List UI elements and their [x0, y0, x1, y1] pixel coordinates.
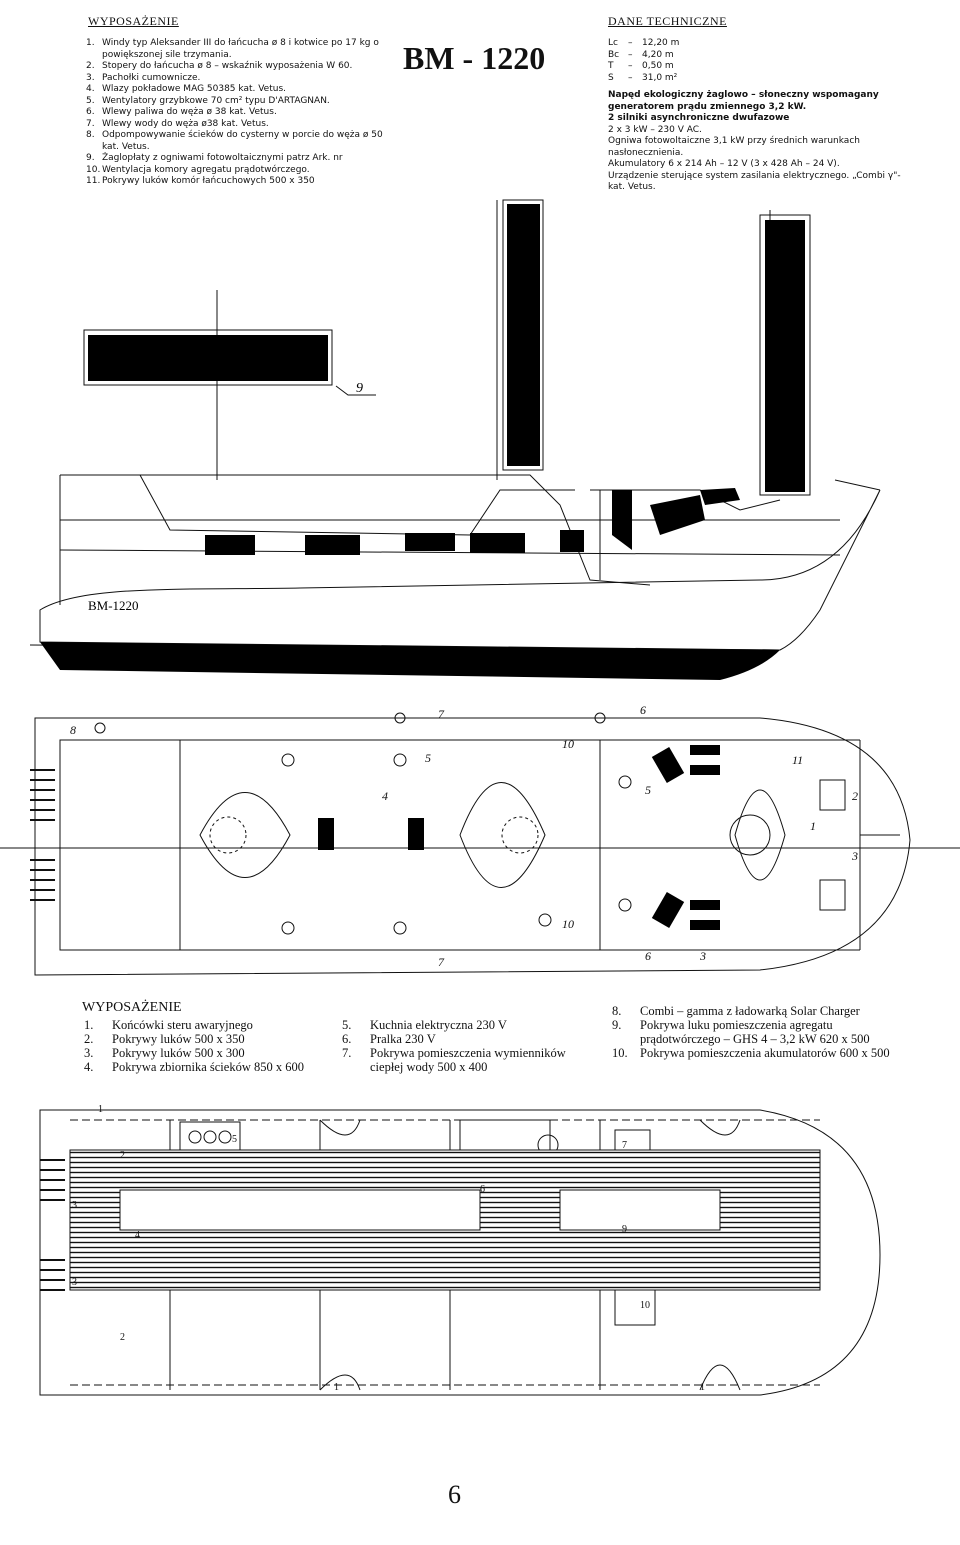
legend-item — [342, 1018, 602, 1032]
plan-callout: 10 — [640, 1300, 650, 1311]
tech-control: Urządzenie sterujące system zasilania elektrycznego. „Combi γ"- kat. Vetus. — [608, 170, 901, 192]
equipment-item-number: 5. — [86, 95, 95, 106]
equipment-list-top — [86, 38, 386, 188]
equipment-item-number: 7. — [86, 118, 95, 129]
sail-panel-right — [765, 220, 805, 492]
callout-9: 9 — [356, 381, 363, 396]
deck-callout: 1 — [810, 819, 816, 833]
page-number: 6 — [448, 1480, 461, 1509]
legend-item — [84, 1046, 334, 1060]
side-window — [560, 530, 584, 552]
equipment-item — [86, 73, 386, 85]
legend-item — [84, 1060, 334, 1074]
equipment-item — [86, 153, 386, 165]
equipment-list-col1 — [84, 1018, 334, 1074]
legend-item — [612, 1018, 902, 1046]
tech-key: Lc — [608, 38, 618, 48]
hatch-dome — [735, 790, 785, 880]
side-window — [612, 490, 632, 550]
side-window — [305, 535, 360, 555]
tech-battery: Akumulatory 6 x 214 Ah – 12 V (3 x 428 Ah – 24 V). — [608, 159, 840, 169]
legend-item-text: Pokrywy luków 500 x 300 — [112, 1046, 245, 1060]
deck-callout: 3 — [852, 849, 858, 863]
equipment-item-text: Wlazy pokładowe MAG 50385 kat. Vetus. — [102, 84, 286, 94]
tech-heading: DANE TECHNICZNE — [608, 14, 727, 28]
legend-item-number: 8. — [612, 1004, 622, 1018]
legend-item-text: Kuchnia elektryczna 230 V — [370, 1018, 507, 1032]
side-window — [470, 533, 525, 553]
hull-outline — [40, 490, 880, 650]
legend-item-number: 6. — [342, 1032, 352, 1046]
equipment-item — [86, 119, 386, 131]
equipment-item — [86, 61, 386, 73]
legend-item-text: Combi – gamma z ładowarką Solar Charger — [640, 1004, 860, 1018]
tech-drive: Napęd ekologiczny żaglowo – słoneczny wspomagany generatorem prądu zmiennego 3,2 kW. — [608, 90, 879, 112]
legend-item-number: 9. — [612, 1018, 622, 1032]
legend-item — [612, 1046, 902, 1060]
page-title: BM - 1220 — [403, 40, 546, 76]
legend-item-text: Pokrywa pomieszczenia wymienników ciepłej wody 500 x 400 — [370, 1046, 566, 1074]
plan-callout: 5 — [232, 1134, 237, 1145]
sail-panel-mid — [507, 204, 540, 466]
equipment-item-number: 8. — [86, 130, 95, 140]
legend-item-text: Końcówki steru awaryjnego — [112, 1018, 253, 1032]
equipment-item-number: 2. — [86, 61, 95, 71]
deck-outline — [35, 718, 910, 975]
equipment-item-text: Stopery do łańcucha ø 8 – wskaźnik wyposażenia W 60. — [102, 61, 353, 71]
legend-item-number: 10. — [612, 1046, 628, 1060]
deck-callout: 8 — [70, 723, 76, 737]
equipment-item-text: Żaglopłaty z ogniwami fotowoltaicznymi patrz Ark. nr — [102, 153, 343, 163]
legend-item-number: 5. — [342, 1018, 352, 1032]
equipment-item-text: Wlewy paliwa do węża ø 38 kat. Vetus. — [102, 107, 277, 117]
deck-callout: 7 — [438, 955, 444, 969]
plan-callout: 1 — [98, 1104, 103, 1115]
deck-callout: 7 — [438, 707, 444, 721]
tech-key: S — [608, 72, 614, 83]
equipment-item — [86, 165, 386, 177]
equipment-item-number: 1. — [86, 38, 95, 48]
legend-item-text: Pokrywy luków 500 x 350 — [112, 1032, 245, 1046]
tech-value: 0,50 m — [642, 61, 674, 71]
tech-dash: – — [628, 61, 633, 71]
equipment-item-text: Pokrywy luków komór łańcuchowych 500 x 350 — [102, 176, 315, 186]
tech-dash: – — [628, 72, 633, 83]
deck-callout: 3 — [700, 949, 706, 963]
equipment-item-text: Wentylatory grzybkowe 70 cm² typu D'ARTAGNAN. — [102, 95, 330, 106]
plan-callout: 3 — [72, 1277, 77, 1288]
legend-item — [84, 1032, 334, 1046]
deck-callout: 6 — [645, 949, 651, 963]
tech-key: T — [608, 61, 614, 71]
legend-item — [612, 1004, 902, 1018]
tech-key: Bc — [608, 49, 620, 60]
legend-item-text: Pokrywa luku pomieszczenia agregatu prądotwórczego – GHS 4 – 3,2 kW 620 x 500 — [640, 1018, 870, 1046]
equipment-item-number: 10. — [86, 164, 101, 175]
plan-callout: 7 — [622, 1140, 627, 1151]
legend-item-text: Pokrywa zbiornika ścieków 850 x 600 — [112, 1060, 304, 1074]
plan-callout: 3 — [72, 1200, 77, 1211]
tech-dash: – — [628, 38, 633, 48]
legend-item-number: 7. — [342, 1046, 352, 1060]
hull-label: BM-1220 — [88, 598, 139, 613]
side-window — [405, 533, 455, 551]
equipment-item-number: 9. — [86, 153, 95, 163]
equipment-item-number: 3. — [86, 72, 95, 83]
side-window — [650, 495, 705, 535]
tech-row — [608, 61, 908, 73]
tech-motors: 2 silniki asynchroniczne dwufazowe — [608, 113, 790, 123]
sail-panel-left — [88, 335, 328, 381]
equipment-item-text: Wlewy wody do węża ø38 kat. Vetus. — [102, 118, 269, 129]
plan-callout: 9 — [622, 1224, 627, 1235]
plan-callout: 4 — [135, 1230, 140, 1241]
hatch-dome — [200, 793, 290, 878]
deck-callout: 2 — [852, 789, 858, 803]
tech-value: 12,20 m — [642, 38, 680, 48]
plan-callout: 6 — [480, 1184, 485, 1195]
equipment-item — [86, 130, 386, 153]
plan-callout: 1 — [700, 1382, 705, 1393]
deck-callout: 6 — [640, 703, 646, 717]
legend-item-text: Pokrywa pomieszczenia akumulatorów 600 x 500 — [640, 1046, 890, 1060]
tech-row — [608, 73, 908, 85]
legend-item — [342, 1032, 602, 1046]
equipment-item-number: 6. — [86, 107, 95, 117]
side-window — [205, 535, 255, 555]
equipment-item-text: Pachołki cumownicze. — [102, 72, 201, 83]
equipment-heading-bottom: WYPOSAŻENIE — [82, 1000, 182, 1015]
equipment-item — [86, 176, 386, 188]
tech-pv: Ogniwa fotowoltaiczne 3,1 kW przy średnich warunkach nasłonecznienia. — [608, 136, 860, 158]
equipment-item-text: Windy typ Aleksander III do łańcucha ø 8 i kotwice po 17 kg o powiększonej sile trzymania. — [102, 38, 379, 60]
tech-row — [608, 38, 908, 50]
equipment-item — [86, 107, 386, 119]
deck-callout: 10 — [562, 737, 574, 751]
hull-bottom — [40, 642, 780, 680]
side-elevation-drawing — [0, 190, 960, 710]
deck-callout: 10 — [562, 917, 574, 931]
deck-hatch — [318, 818, 334, 850]
equipment-item — [86, 84, 386, 96]
interior-plan-drawing — [0, 1090, 960, 1420]
legend-item-number: 1. — [84, 1018, 94, 1032]
equipment-item — [86, 38, 386, 61]
equipment-item — [86, 96, 386, 108]
legend-item — [342, 1046, 602, 1074]
tech-row — [608, 50, 908, 62]
tech-motors-power: 2 x 3 kW – 230 V AC. — [608, 124, 702, 135]
deck-callout: 5 — [425, 751, 431, 765]
legend-item — [84, 1018, 334, 1032]
equipment-item-number: 4. — [86, 84, 95, 94]
equipment-list-col2 — [342, 1018, 602, 1074]
equipment-heading: WYPOSAŻENIE — [88, 14, 179, 28]
tech-data — [608, 38, 908, 194]
equipment-item-text: Odpompowywanie ścieków do cysterny w porcie do węża ø 50 kat. Vetus. — [102, 130, 383, 152]
legend-item-number: 2. — [84, 1032, 94, 1046]
plan-callout: 2 — [120, 1332, 125, 1343]
equipment-item-number: 11. — [86, 176, 101, 186]
tech-value: 31,0 m² — [642, 72, 678, 83]
equipment-item-text: Wentylacja komory agregatu prądotwórczego. — [102, 164, 310, 175]
deck-callout: 11 — [792, 753, 804, 767]
deck-callout: 5 — [645, 783, 651, 797]
deck-plan-drawing — [0, 700, 960, 990]
tech-dash: – — [628, 49, 633, 60]
equipment-list-col3 — [612, 1004, 902, 1060]
plan-callout: 1 — [334, 1382, 339, 1393]
deck-hatch — [408, 818, 424, 850]
tech-value: 4,20 m — [642, 49, 674, 60]
legend-item-number: 4. — [84, 1060, 94, 1074]
side-window — [700, 488, 740, 505]
legend-item-number: 3. — [84, 1046, 94, 1060]
deck-callout: 4 — [382, 789, 388, 803]
plan-callout: 2 — [120, 1150, 125, 1161]
legend-item-text: Pralka 230 V — [370, 1032, 436, 1046]
